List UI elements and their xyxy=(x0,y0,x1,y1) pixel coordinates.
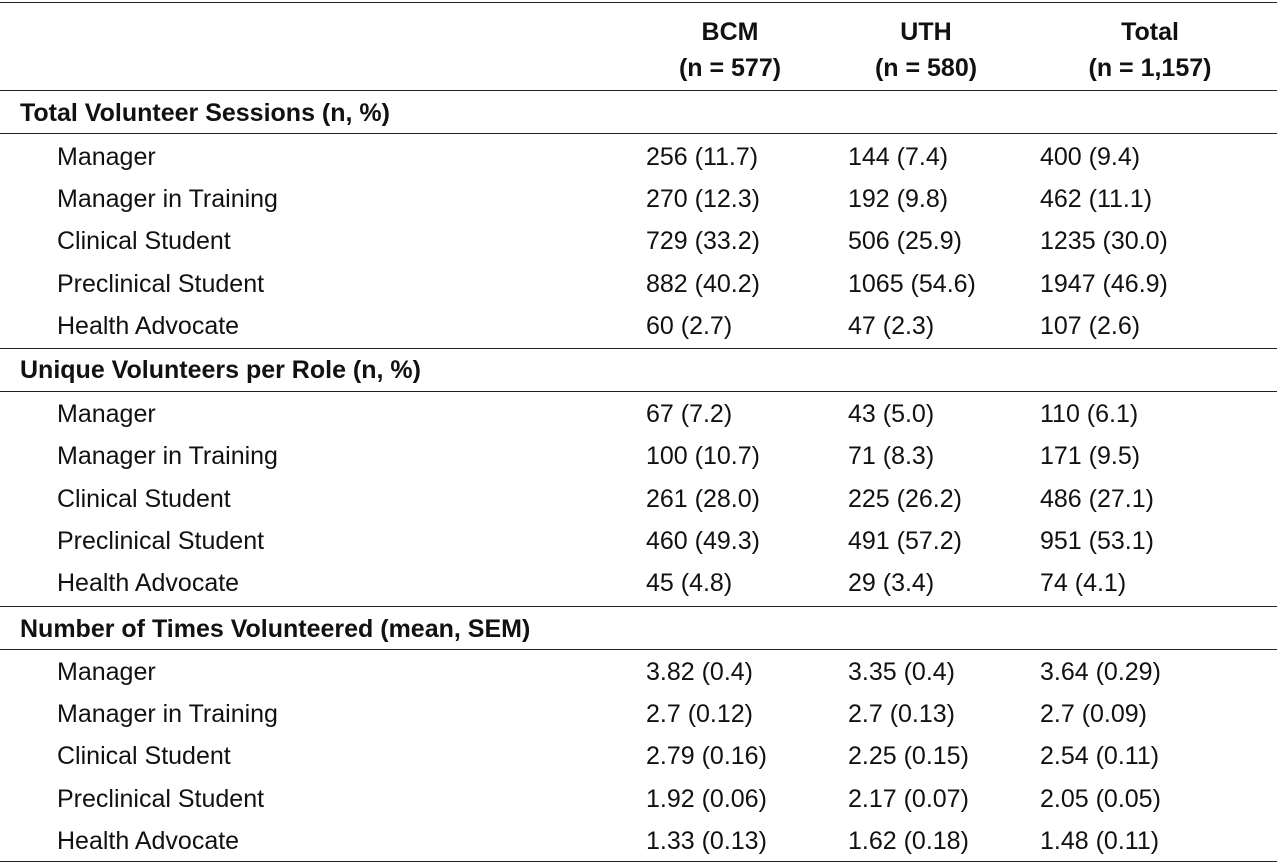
cell-bcm: 270 (12.3) xyxy=(646,185,760,213)
table-row xyxy=(0,562,1280,605)
row-label: Health Advocate xyxy=(57,312,240,340)
table-row xyxy=(0,178,1280,221)
cell-uth: 225 (26.2) xyxy=(848,485,962,513)
cell-total: 2.05 (0.05) xyxy=(1040,785,1161,813)
section-title-unique-volunteers: Unique Volunteers per Role (n, %) xyxy=(20,356,421,384)
column-header-n: (n = 577) xyxy=(678,54,782,82)
row-label: Manager xyxy=(57,400,156,428)
cell-bcm: 45 (4.8) xyxy=(646,569,733,597)
section-rule xyxy=(0,133,1277,134)
table-row xyxy=(0,820,1280,863)
cell-total: 400 (9.4) xyxy=(1040,143,1141,171)
cell-uth: 491 (57.2) xyxy=(848,527,962,555)
section-rule xyxy=(0,606,1277,607)
section-rule xyxy=(0,391,1277,392)
table-row xyxy=(0,393,1280,436)
row-label: Health Advocate xyxy=(57,827,240,855)
column-header-name: UTH xyxy=(900,18,952,46)
column-header-uth xyxy=(836,14,1016,86)
cell-bcm: 261 (28.0) xyxy=(646,485,760,513)
cell-total: 2.7 (0.09) xyxy=(1040,700,1148,728)
cell-total: 1947 (46.9) xyxy=(1040,270,1168,298)
table-row xyxy=(0,305,1280,348)
row-label: Preclinical Student xyxy=(57,527,265,555)
table-row xyxy=(0,693,1280,736)
column-header-name: BCM xyxy=(701,18,759,46)
row-label: Manager xyxy=(57,143,156,171)
cell-uth: 1065 (54.6) xyxy=(848,270,976,298)
column-header-total xyxy=(1060,14,1240,86)
table-row xyxy=(0,263,1280,306)
table-bottom-rule xyxy=(0,861,1277,862)
row-label: Clinical Student xyxy=(57,485,231,513)
cell-bcm: 100 (10.7) xyxy=(646,442,760,470)
cell-uth: 71 (8.3) xyxy=(848,442,935,470)
cell-uth: 2.7 (0.13) xyxy=(848,700,956,728)
table-row xyxy=(0,478,1280,521)
row-label: Clinical Student xyxy=(57,742,231,770)
table-top-rule xyxy=(0,2,1277,3)
cell-bcm: 60 (2.7) xyxy=(646,312,733,340)
cell-uth: 43 (5.0) xyxy=(848,400,935,428)
row-label: Health Advocate xyxy=(57,569,240,597)
cell-total: 462 (11.1) xyxy=(1040,185,1153,213)
cell-bcm: 1.92 (0.06) xyxy=(646,785,767,813)
cell-uth: 506 (25.9) xyxy=(848,227,962,255)
table-row xyxy=(0,778,1280,821)
cell-uth: 1.62 (0.18) xyxy=(848,827,969,855)
table-row xyxy=(0,651,1280,694)
cell-total: 3.64 (0.29) xyxy=(1040,658,1161,686)
cell-total: 1235 (30.0) xyxy=(1040,227,1168,255)
cell-total: 2.54 (0.11) xyxy=(1040,742,1160,770)
column-header-n: (n = 1,157) xyxy=(1088,54,1212,82)
section-rule xyxy=(0,649,1277,650)
section-title-times-volunteered: Number of Times Volunteered (mean, SEM) xyxy=(20,615,531,643)
section-rule xyxy=(0,348,1277,349)
cell-total: 110 (6.1) xyxy=(1040,400,1139,428)
cell-uth: 2.17 (0.07) xyxy=(848,785,969,813)
table-row xyxy=(0,735,1280,778)
table-row xyxy=(0,435,1280,478)
row-label: Manager in Training xyxy=(57,700,278,728)
cell-uth: 144 (7.4) xyxy=(848,143,949,171)
cell-total: 171 (9.5) xyxy=(1040,442,1141,470)
cell-total: 486 (27.1) xyxy=(1040,485,1154,513)
cell-total: 107 (2.6) xyxy=(1040,312,1141,340)
cell-uth: 3.35 (0.4) xyxy=(848,658,956,686)
cell-bcm: 256 (11.7) xyxy=(646,143,759,171)
cell-bcm: 2.7 (0.12) xyxy=(646,700,754,728)
row-label: Preclinical Student xyxy=(57,270,265,298)
cell-bcm: 460 (49.3) xyxy=(646,527,760,555)
header-rule xyxy=(0,90,1277,91)
cell-uth: 2.25 (0.15) xyxy=(848,742,969,770)
cell-bcm: 67 (7.2) xyxy=(646,400,733,428)
cell-bcm: 3.82 (0.4) xyxy=(646,658,754,686)
row-label: Clinical Student xyxy=(57,227,231,255)
column-header-name: Total xyxy=(1121,18,1179,46)
cell-total: 951 (53.1) xyxy=(1040,527,1154,555)
cell-total: 74 (4.1) xyxy=(1040,569,1127,597)
column-header-bcm xyxy=(640,14,820,86)
row-label: Manager xyxy=(57,658,156,686)
row-label: Manager in Training xyxy=(57,442,278,470)
cell-uth: 47 (2.3) xyxy=(848,312,935,340)
row-label: Manager in Training xyxy=(57,185,278,213)
table-row xyxy=(0,220,1280,263)
cell-bcm: 2.79 (0.16) xyxy=(646,742,767,770)
cell-bcm: 1.33 (0.13) xyxy=(646,827,767,855)
column-header-n: (n = 580) xyxy=(874,54,978,82)
cell-bcm: 729 (33.2) xyxy=(646,227,760,255)
cell-bcm: 882 (40.2) xyxy=(646,270,760,298)
row-label: Preclinical Student xyxy=(57,785,265,813)
cell-uth: 29 (3.4) xyxy=(848,569,935,597)
table-row xyxy=(0,136,1280,179)
section-title-total-sessions: Total Volunteer Sessions (n, %) xyxy=(20,99,390,127)
table-row xyxy=(0,520,1280,563)
cell-uth: 192 (9.8) xyxy=(848,185,949,213)
cell-total: 1.48 (0.11) xyxy=(1040,827,1160,855)
